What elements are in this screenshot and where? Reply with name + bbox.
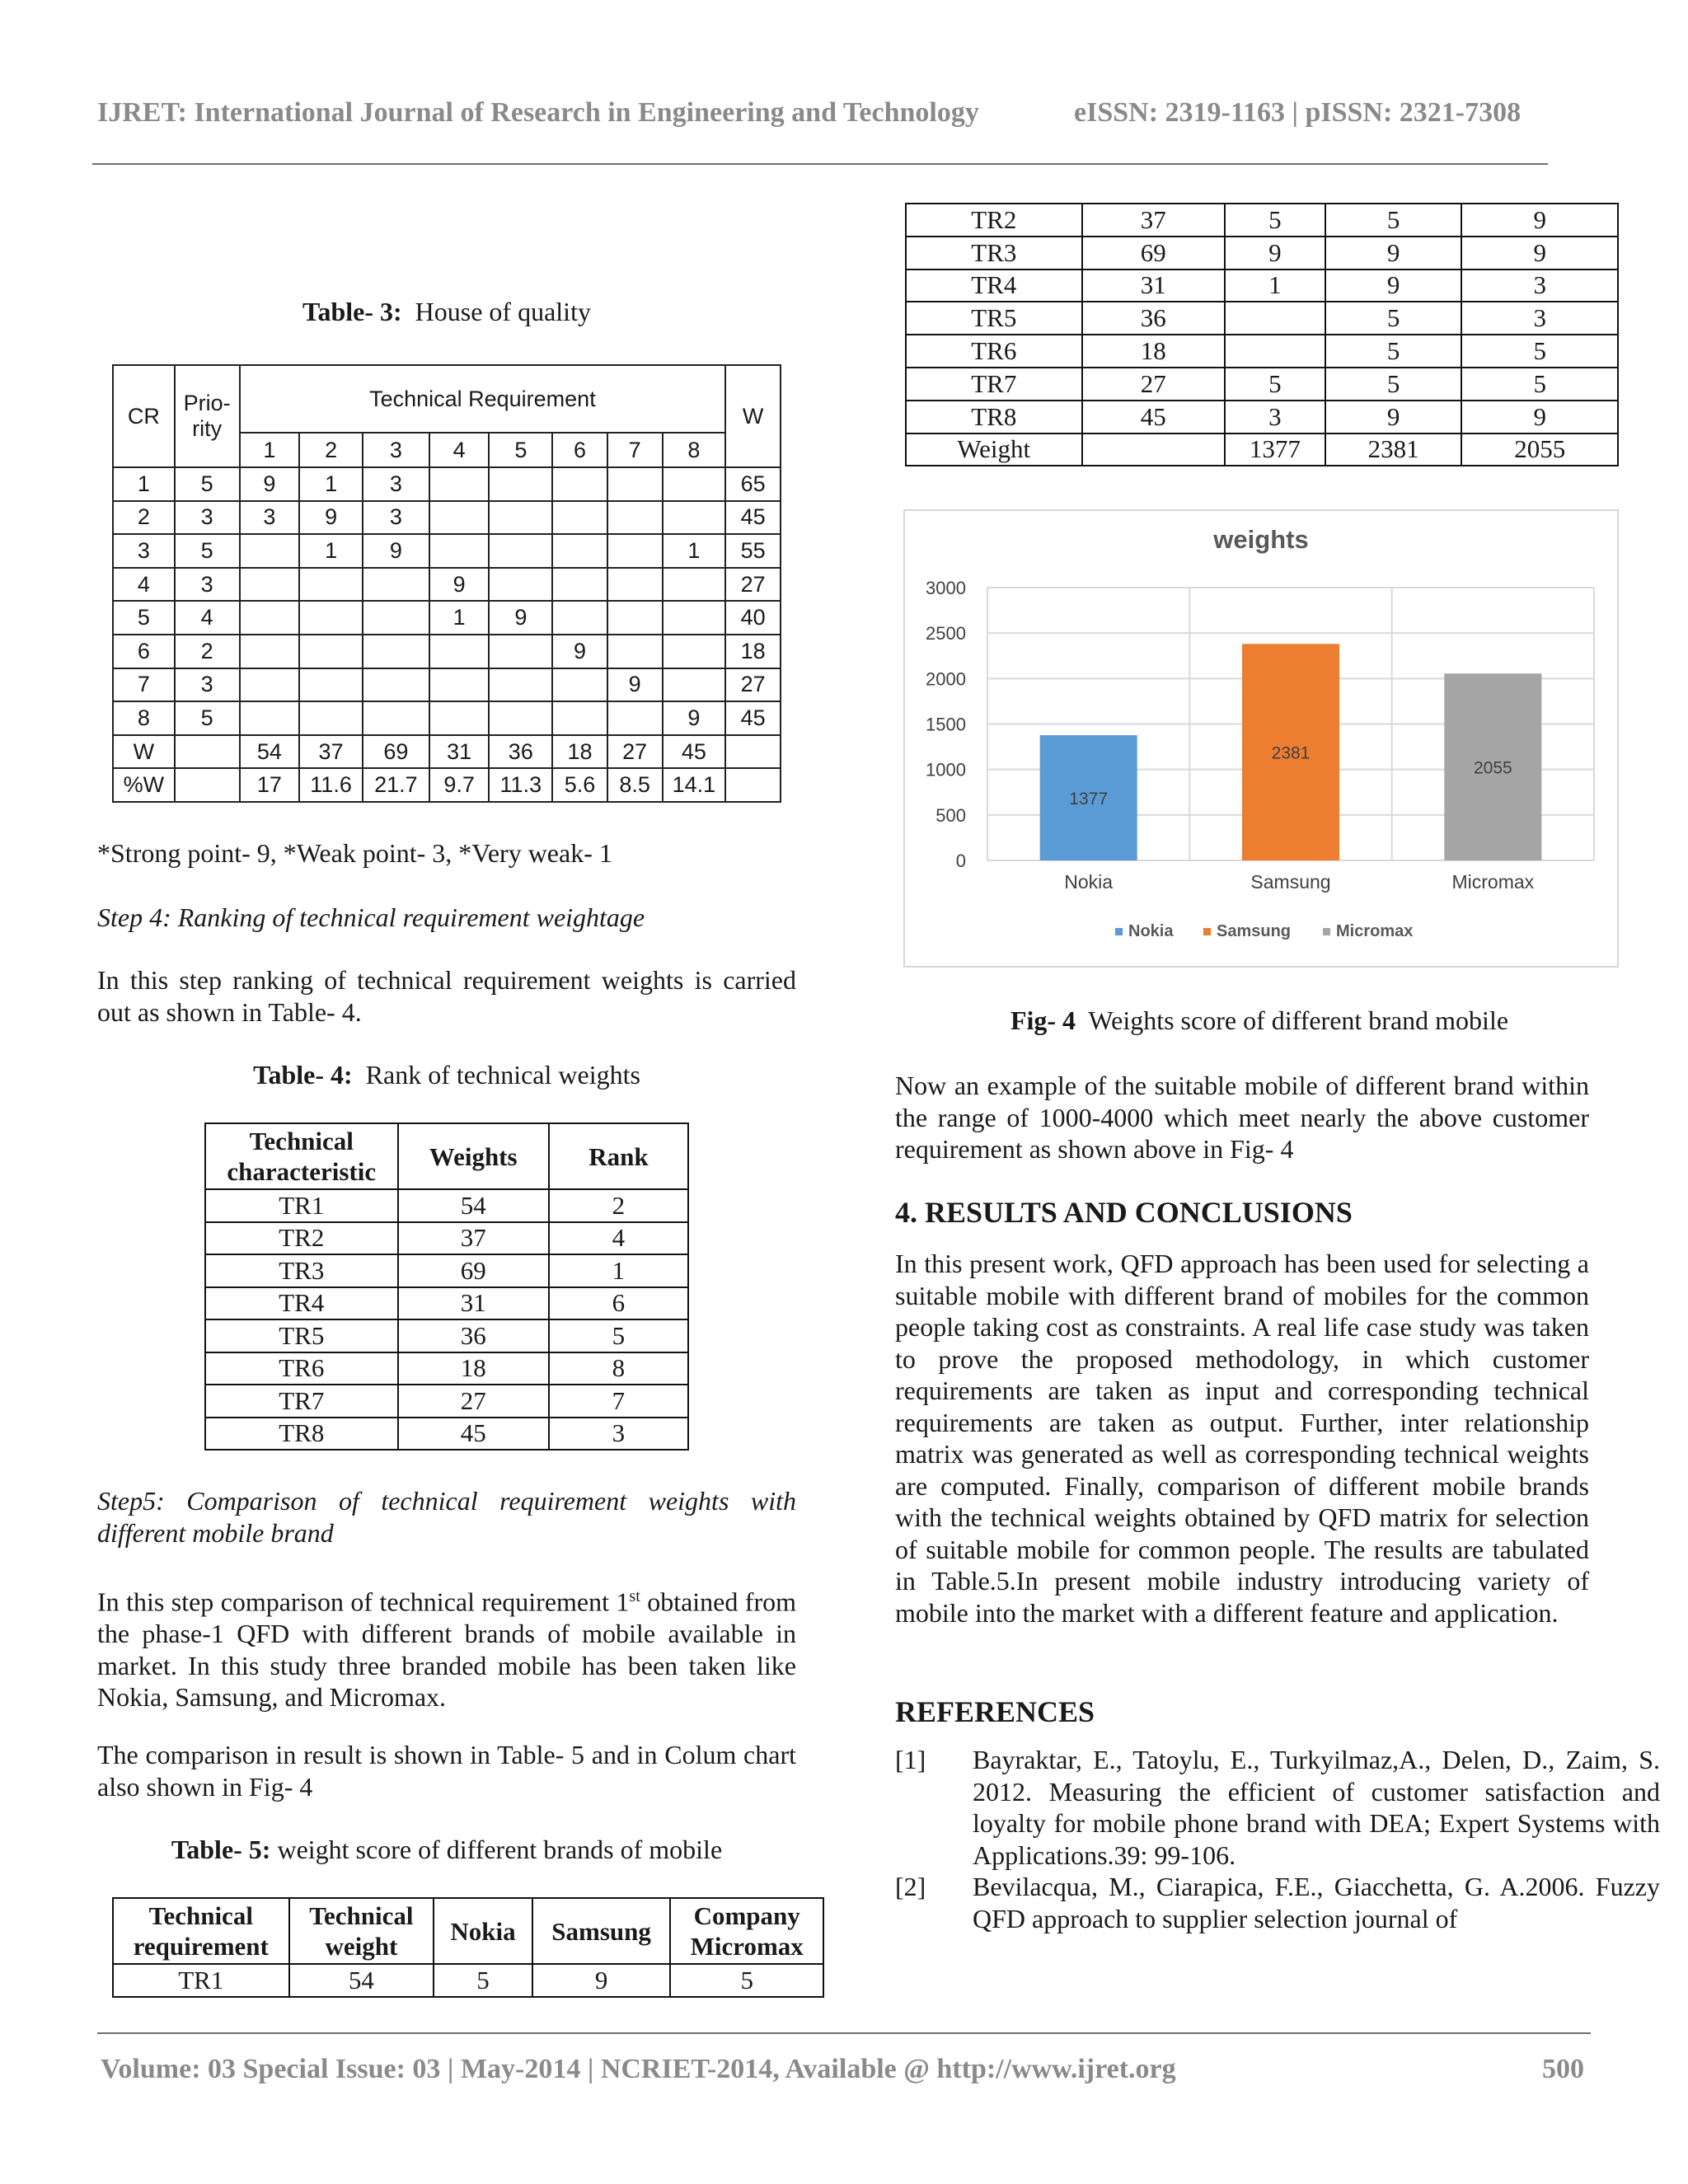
t5-h-tr: Technical requirement xyxy=(113,1898,289,1964)
t5-cell: 5 xyxy=(1325,204,1462,237)
t4-cell: TR1 xyxy=(205,1189,398,1222)
references-heading: REFERENCES xyxy=(895,1695,1095,1728)
t3-cell: 3 xyxy=(240,501,300,535)
t3-cell: 9 xyxy=(552,635,607,668)
t4-cell: TR5 xyxy=(205,1319,398,1352)
t5-h-nokia: Nokia xyxy=(434,1898,532,1964)
table-row xyxy=(205,1385,688,1418)
table-row xyxy=(906,335,1618,368)
t5-cell: 36 xyxy=(1082,302,1225,335)
table-row xyxy=(205,1287,688,1320)
t3-cell xyxy=(552,701,607,735)
t5-cell xyxy=(1082,434,1225,466)
t3-summary-value: 27 xyxy=(607,735,663,769)
t3-cell xyxy=(552,568,607,602)
t3-cell: 1 xyxy=(663,534,726,568)
t3-cell: 9 xyxy=(489,601,552,635)
table-row xyxy=(906,302,1618,335)
table-row xyxy=(906,269,1618,302)
t4-h-rank: Rank xyxy=(549,1123,688,1189)
table-row xyxy=(205,1418,688,1451)
header-rule xyxy=(92,163,1548,165)
t5-cell: TR3 xyxy=(906,237,1082,269)
t3-cr: 1 xyxy=(113,467,175,501)
t3-cr: 5 xyxy=(113,601,175,635)
results-heading: 4. RESULTS AND CONCLUSIONS xyxy=(895,1196,1353,1229)
t5-cell: 9 xyxy=(1325,401,1462,434)
t3-summary-value: 9.7 xyxy=(429,768,490,802)
fig4-caption: Fig- 4 Weights score of different brand mobile xyxy=(1010,1005,1509,1035)
t3-summary-label: %W xyxy=(113,768,175,802)
t5-cell: 9 xyxy=(1325,269,1462,302)
t4-cell: TR3 xyxy=(205,1254,398,1287)
t5-cell: 45 xyxy=(1082,401,1225,434)
t5-cell: 9 xyxy=(1461,401,1618,434)
t3-cell xyxy=(299,568,363,602)
t3-w: 27 xyxy=(725,668,781,702)
t3-cell: 1 xyxy=(429,601,490,635)
t3-summary-value: 5.6 xyxy=(552,768,607,802)
t3-w: 65 xyxy=(725,467,781,501)
t3-cell xyxy=(663,668,726,702)
table-row xyxy=(906,237,1618,269)
legend-label: Samsung xyxy=(1217,922,1292,940)
t4-cell: 45 xyxy=(398,1418,549,1451)
t5-cell: 5 xyxy=(1325,368,1462,401)
step4-paragraph: In this step ranking of technical requirement weights is carried out as shown in Table- 4. xyxy=(97,965,796,1027)
t3-cell xyxy=(489,635,552,668)
t3-cell: 3 xyxy=(363,501,429,535)
t5-cell: TR4 xyxy=(906,269,1082,302)
t5-cell: 5 xyxy=(1225,368,1325,401)
t3-cell xyxy=(429,467,490,501)
t3-cr: 2 xyxy=(113,501,175,535)
t3-cell xyxy=(363,701,429,735)
t3-cell xyxy=(363,635,429,668)
t5-cell: TR5 xyxy=(906,302,1082,335)
step5-heading: Step5: Comparison of technical requirement weights with different mobile brand xyxy=(97,1486,796,1548)
t3-priority: 3 xyxy=(175,668,240,702)
t3-cell xyxy=(663,601,726,635)
t3-h-tr-num: 2 xyxy=(299,433,363,467)
t4-cell: 27 xyxy=(398,1385,549,1418)
t3-cell xyxy=(663,501,726,535)
t3-cell: 9 xyxy=(429,568,490,602)
page-number: 500 xyxy=(1542,2054,1584,2084)
t4-cell: 31 xyxy=(398,1287,549,1320)
t3-h-tr-num: 1 xyxy=(240,433,300,467)
t4-cell: TR6 xyxy=(205,1352,398,1385)
table-row xyxy=(113,467,781,501)
t3-summary-value: 45 xyxy=(663,735,726,769)
t5-cell: 37 xyxy=(1082,204,1225,237)
t3-cell xyxy=(663,635,726,668)
y-tick-label: 1500 xyxy=(926,714,966,735)
t4-cell: 6 xyxy=(549,1287,688,1320)
t5-cell: 3 xyxy=(1461,269,1618,302)
t3-summary-value: 36 xyxy=(489,735,552,769)
t5-cell: TR8 xyxy=(906,401,1082,434)
issn: eISSN: 2319-1163 | pISSN: 2321-7308 xyxy=(1074,97,1522,128)
t3-cell xyxy=(607,635,663,668)
reference-text: Bayraktar, E., Tatoylu, E., Turkyilmaz,A., Delen, D., Zaim, S. 2012. Measuring the efficient of customer satisfaction and loyalty for mobile phone brand with DEA; Expert Systems with Applications.39: 99-106. xyxy=(973,1745,1660,1870)
t3-cell xyxy=(299,668,363,702)
t5-cell: 9 xyxy=(1325,237,1462,269)
t3-summary-value: 11.3 xyxy=(489,768,552,802)
t5-h-micromax: Company Micromax xyxy=(670,1898,823,1964)
t3-summary-value: 54 xyxy=(240,735,300,769)
t5-cell: Weight xyxy=(906,434,1082,466)
t4-h-weights: Weights xyxy=(398,1123,549,1189)
table-row xyxy=(205,1222,688,1255)
t3-cell xyxy=(299,601,363,635)
t3-h-technical-requirement: Technical Requirement xyxy=(240,365,726,433)
t3-cell xyxy=(299,701,363,735)
t3-cell xyxy=(429,635,490,668)
t3-h-tr-num: 4 xyxy=(429,433,490,467)
reference-number: [2] xyxy=(895,1872,926,1901)
table3-caption: Table- 3: House of quality xyxy=(302,297,591,326)
t3-summary-value: 18 xyxy=(552,735,607,769)
t3-cell xyxy=(607,701,663,735)
t3-cell xyxy=(240,534,300,568)
t4-cell: 3 xyxy=(549,1418,688,1451)
t3-empty xyxy=(725,768,781,802)
t5-cell: 9 xyxy=(532,1964,671,1997)
footer-rule xyxy=(97,2032,1591,2034)
table-row xyxy=(906,434,1618,466)
t3-cell: 1 xyxy=(299,467,363,501)
fig4-weights-chart xyxy=(903,509,1619,968)
t5-cell: 2055 xyxy=(1461,434,1618,466)
t4-cell: 2 xyxy=(549,1189,688,1222)
t3-cell xyxy=(489,501,552,535)
t3-h-tr-num: 3 xyxy=(363,433,429,467)
t3-cell xyxy=(552,668,607,702)
t3-cell: 3 xyxy=(363,467,429,501)
t3-cell xyxy=(607,501,663,535)
t3-cell: 9 xyxy=(363,534,429,568)
t4-cell: 37 xyxy=(398,1222,549,1255)
t3-cell xyxy=(429,501,490,535)
bar-data-label: 1377 xyxy=(1069,790,1109,809)
legend-swatch xyxy=(1115,928,1123,935)
t3-w: 45 xyxy=(725,701,781,735)
t4-cell: 36 xyxy=(398,1319,549,1352)
table-row xyxy=(113,668,781,702)
table4-rank xyxy=(204,1122,689,1451)
t5-cell: 9 xyxy=(1461,204,1618,237)
t4-cell: 18 xyxy=(398,1352,549,1385)
step4-heading: Step 4: Ranking of technical requirement weightage xyxy=(97,902,645,932)
table5-continued xyxy=(905,203,1619,466)
t3-cell xyxy=(240,668,300,702)
t3-summary-value: 11.6 xyxy=(299,768,363,802)
t5-cell: 3 xyxy=(1461,302,1618,335)
legend-swatch xyxy=(1323,928,1330,935)
table-row xyxy=(113,534,781,568)
t5-cell: 5 xyxy=(1325,302,1462,335)
t3-cell: 9 xyxy=(240,467,300,501)
t3-cell: 1 xyxy=(299,534,363,568)
t4-cell: TR4 xyxy=(205,1287,398,1320)
t3-cr: 7 xyxy=(113,668,175,702)
t3-w: 27 xyxy=(725,568,781,602)
t4-cell: 5 xyxy=(549,1319,688,1352)
legend-swatch xyxy=(1203,928,1211,935)
t3-cell xyxy=(552,601,607,635)
t3-empty xyxy=(175,735,240,769)
t3-h-tr-num: 8 xyxy=(663,433,726,467)
t5-cell: 3 xyxy=(1225,401,1325,434)
t3-w: 40 xyxy=(725,601,781,635)
bar-data-label: 2055 xyxy=(1473,758,1512,778)
t3-priority: 5 xyxy=(175,467,240,501)
running-footer xyxy=(101,2054,1584,2085)
t3-cell: 9 xyxy=(299,501,363,535)
t3-priority: 5 xyxy=(175,534,240,568)
t3-cell xyxy=(489,701,552,735)
x-tick-label: Nokia xyxy=(1064,871,1114,893)
table-row xyxy=(906,204,1618,237)
t3-cell xyxy=(429,701,490,735)
chart-svg xyxy=(905,511,1617,966)
journal-name: IJRET: International Journal of Research in Engineering and Technology xyxy=(97,97,979,128)
table3-note: *Strong point- 9, *Weak point- 3, *Very weak- 1 xyxy=(97,838,612,868)
table5-caption: Table- 5: weight score of different brands of mobile xyxy=(171,1835,723,1864)
t4-cell: 4 xyxy=(549,1222,688,1255)
t3-cell xyxy=(429,668,490,702)
t3-cr: 6 xyxy=(113,635,175,668)
t3-cell xyxy=(663,467,726,501)
y-tick-label: 500 xyxy=(935,804,966,826)
x-tick-label: Samsung xyxy=(1250,871,1331,893)
t3-empty xyxy=(725,735,781,769)
t5-cell: TR2 xyxy=(906,204,1082,237)
t3-cell xyxy=(607,467,663,501)
t3-cell xyxy=(240,601,300,635)
t5-cell: 5 xyxy=(1325,335,1462,368)
t4-cell: TR8 xyxy=(205,1418,398,1451)
t5-cell: 5 xyxy=(1461,368,1618,401)
t3-summary-value: 8.5 xyxy=(607,768,663,802)
t3-summary-value: 31 xyxy=(429,735,490,769)
t3-cell xyxy=(552,534,607,568)
t5-cell: TR6 xyxy=(906,335,1082,368)
step5-paragraph-2: The comparison in result is shown in Table- 5 and in Colum chart also shown in Fig- 4 xyxy=(97,1740,796,1802)
t3-h-w: W xyxy=(725,365,781,467)
t4-cell: 69 xyxy=(398,1254,549,1287)
reference-number: [1] xyxy=(895,1745,926,1774)
t3-cell xyxy=(489,467,552,501)
y-tick-label: 1000 xyxy=(926,759,966,780)
t5-cell: 1 xyxy=(1225,269,1325,302)
legend-label: Nokia xyxy=(1128,922,1174,940)
table-row xyxy=(113,1964,823,1997)
t3-w: 45 xyxy=(725,501,781,535)
table-row xyxy=(113,501,781,535)
t3-cell xyxy=(363,668,429,702)
t3-cell: 9 xyxy=(663,701,726,735)
reference-text: Bevilacqua, M., Ciarapica, F.E., Giacchetta, G. A.2006. Fuzzy QFD approach to supplier selection journal of xyxy=(973,1872,1660,1933)
t3-w: 55 xyxy=(725,534,781,568)
t3-summary-value: 69 xyxy=(363,735,429,769)
table-row xyxy=(205,1254,688,1287)
t3-cell xyxy=(552,501,607,535)
t3-cell xyxy=(663,568,726,602)
t3-h-tr-num: 5 xyxy=(489,433,552,467)
table-row xyxy=(113,735,781,769)
t3-summary-value: 37 xyxy=(299,735,363,769)
table4-caption: Table- 4: Rank of technical weights xyxy=(253,1060,640,1090)
table5-brand-scores xyxy=(112,1897,824,1998)
t3-h-priority: Prio- rity xyxy=(175,365,240,467)
t5-h-weight: Technical weight xyxy=(289,1898,434,1964)
bar-data-label: 2381 xyxy=(1271,743,1311,763)
t3-h-tr-num: 6 xyxy=(552,433,607,467)
t3-priority: 3 xyxy=(175,568,240,602)
running-header xyxy=(97,97,1548,129)
t3-summary-value: 17 xyxy=(240,768,300,802)
t3-cr: 8 xyxy=(113,701,175,735)
t5-cell: 31 xyxy=(1082,269,1225,302)
t4-h-technical: Technical characteristic xyxy=(205,1123,398,1189)
t5-cell: 9 xyxy=(1461,237,1618,269)
t5-cell: 69 xyxy=(1082,237,1225,269)
legend-label: Micromax xyxy=(1336,922,1414,940)
t3-cell xyxy=(240,701,300,735)
t5-cell xyxy=(1225,302,1325,335)
t5-cell: 9 xyxy=(1225,237,1325,269)
results-paragraph: In this present work, QFD approach has been used for selecting a suitable mobile with different brand of mobiles for the common people taking cost as constraints. A real life case study was taken to prove the proposed methodology, in which customer requirements are taken as input and corresponding technical requirements are taken as output. Further, inter relationship matrix was generated as well as corresponding technical weights are computed. Finally, comparison of different mobile brands with the technical weights obtained by QFD matrix for selection of suitable mobile for common people. The results are tabulated in Table.5.In present mobile industry introducing variety of mobile into the market with a different feature and application. xyxy=(895,1249,1589,1628)
t3-cell xyxy=(489,568,552,602)
t3-cell xyxy=(240,568,300,602)
table-row xyxy=(113,568,781,602)
footer-text: Volume: 03 Special Issue: 03 | May-2014 | NCRIET-2014, Available @ http://www.ijret.org xyxy=(101,2054,1176,2084)
y-tick-label: 2500 xyxy=(926,623,966,644)
t3-w: 18 xyxy=(725,635,781,668)
t3-empty xyxy=(175,768,240,802)
t5-cell: 1377 xyxy=(1225,434,1325,466)
right-paragraph: Now an example of the suitable mobile of different brand within the range of 1000-4000 which meet nearly the above customer requirement as shown above in Fig- 4 xyxy=(895,1071,1589,1164)
t5-cell xyxy=(1225,335,1325,368)
table-row xyxy=(205,1319,688,1352)
table-row xyxy=(205,1352,688,1385)
t3-priority: 2 xyxy=(175,635,240,668)
table3-house-of-quality xyxy=(112,364,781,803)
table-row xyxy=(113,635,781,668)
y-tick-label: 0 xyxy=(955,851,966,871)
t4-cell: 1 xyxy=(549,1254,688,1287)
y-tick-label: 2000 xyxy=(926,668,966,690)
t3-priority: 4 xyxy=(175,601,240,635)
t3-cell: 9 xyxy=(607,668,663,702)
t3-cr: 3 xyxy=(113,534,175,568)
t3-cell xyxy=(363,601,429,635)
t3-h-cr: CR xyxy=(113,365,175,467)
t3-cell xyxy=(607,601,663,635)
step5-paragraph-1: In this step comparison of technical requirement 1st obtained from the phase-1 QFD with different brands of mobile available in market. In this study three branded mobile has been taken like Nokia, Samsung, and Micromax. xyxy=(97,1586,796,1713)
t5-cell: TR7 xyxy=(906,368,1082,401)
t4-cell: 54 xyxy=(398,1189,549,1222)
table-row xyxy=(906,401,1618,434)
t3-cell xyxy=(607,568,663,602)
t5-cell: 5 xyxy=(1225,204,1325,237)
t4-cell: 7 xyxy=(549,1385,688,1418)
table-row xyxy=(113,701,781,735)
t3-cell xyxy=(607,534,663,568)
table-row xyxy=(113,601,781,635)
table-row xyxy=(906,368,1618,401)
t5-cell: 27 xyxy=(1082,368,1225,401)
table-row xyxy=(113,768,781,802)
t5-h-samsung: Samsung xyxy=(532,1898,671,1964)
t5-cell: 2381 xyxy=(1325,434,1462,466)
t3-priority: 5 xyxy=(175,701,240,735)
t4-cell: TR2 xyxy=(205,1222,398,1255)
t5-cell: 5 xyxy=(670,1964,823,1997)
t3-cell xyxy=(552,467,607,501)
t3-cell xyxy=(489,668,552,702)
t4-cell: TR7 xyxy=(205,1385,398,1418)
chart-title: weights xyxy=(1213,525,1309,554)
t3-summary-label: W xyxy=(113,735,175,769)
t3-cell xyxy=(429,534,490,568)
t3-summary-value: 14.1 xyxy=(663,768,726,802)
x-tick-label: Micromax xyxy=(1451,871,1535,893)
t3-h-tr-num: 7 xyxy=(607,433,663,467)
t3-cell xyxy=(489,534,552,568)
t5-cell: 5 xyxy=(434,1964,532,1997)
y-tick-label: 3000 xyxy=(926,578,966,598)
t5-cell: 18 xyxy=(1082,335,1225,368)
t3-summary-value: 21.7 xyxy=(363,768,429,802)
t4-cell: 8 xyxy=(549,1352,688,1385)
t5-cell: 5 xyxy=(1461,335,1618,368)
t3-cell xyxy=(363,568,429,602)
t3-priority: 3 xyxy=(175,501,240,535)
t3-cell xyxy=(240,635,300,668)
t3-cell xyxy=(299,635,363,668)
t5-cell: 54 xyxy=(289,1964,434,1997)
t3-cr: 4 xyxy=(113,568,175,602)
table-row xyxy=(205,1189,688,1222)
t5-cell: TR1 xyxy=(113,1964,289,1997)
